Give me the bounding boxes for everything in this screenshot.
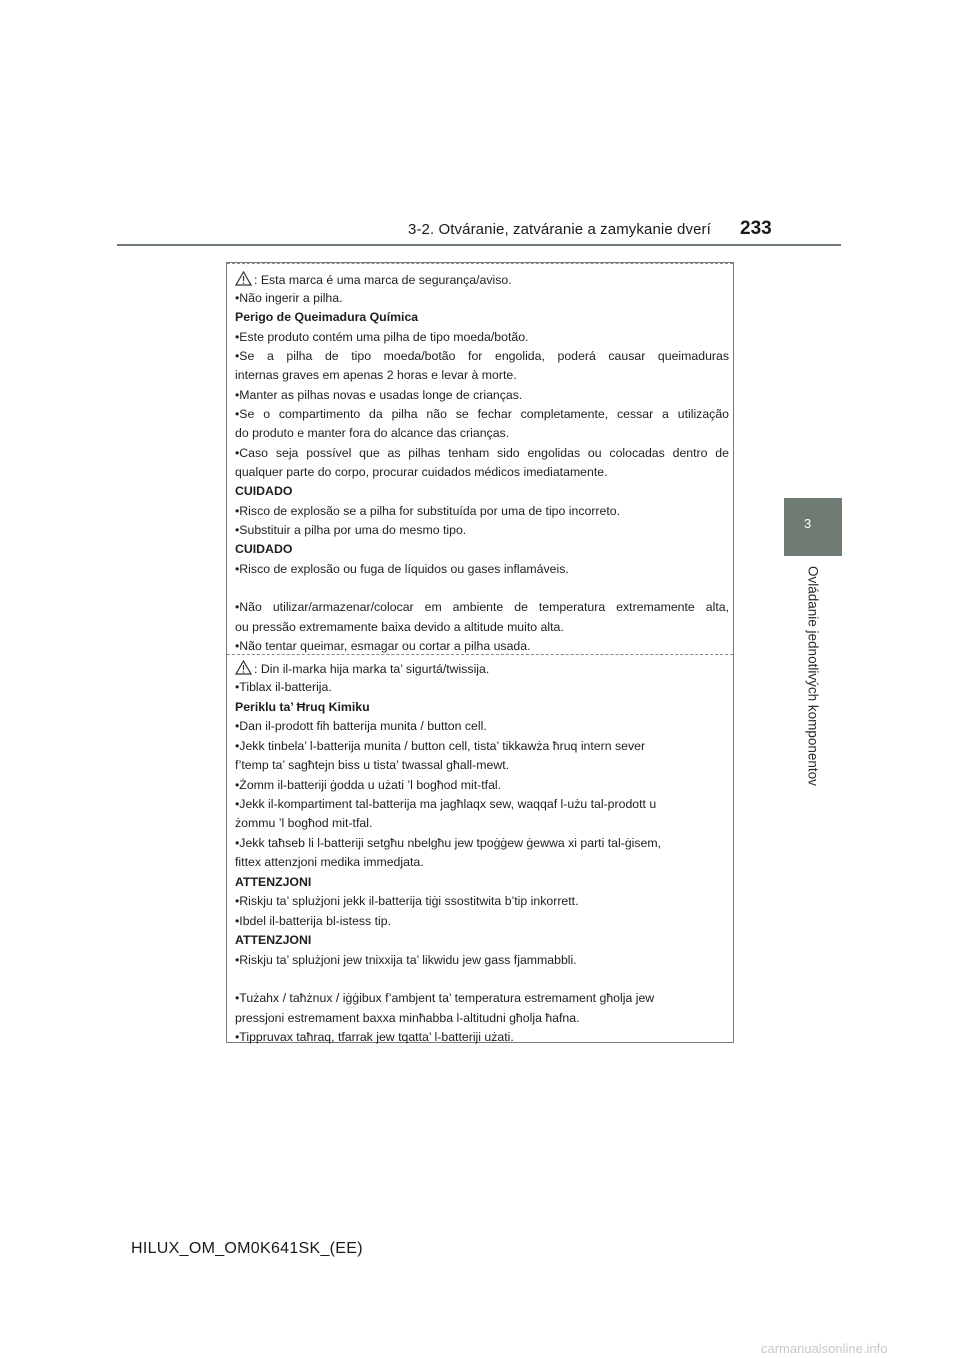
mt-line: •Dan il-prodott fih batterija munita / button cell. bbox=[235, 719, 487, 733]
pt-line: •Não tentar queimar, esmagar ou cortar a pilha usada. bbox=[235, 639, 531, 653]
mt-line: •Riskju ta’ splużjoni jew tnixxija ta’ likwidu jew gass fjammabbli. bbox=[235, 953, 577, 967]
mt-line: •Tużahx / taħżnux / iġġibux f’ambjent ta’ temperatura estremament għolja jew bbox=[235, 991, 655, 1005]
mt-line: •Jekk il-kompartiment tal-batterija ma jagħlaqx sew, waqqaf l-użu tal-prodott u bbox=[235, 797, 657, 811]
pt-line: •Se o compartimento da pilha não se fechar completamente, cessar a utilização bbox=[235, 407, 729, 421]
pt-line: qualquer parte do corpo, procurar cuidados médicos imediatamente. bbox=[235, 465, 608, 479]
pt-heading: CUIDADO bbox=[235, 542, 293, 556]
page-number: 233 bbox=[740, 218, 772, 239]
warning-triangle-icon bbox=[235, 660, 252, 675]
mt-line: •Jekk tinbela’ l-batterija munita / button cell, tista’ tikkawża ħruq intern sever bbox=[235, 739, 646, 753]
pt-line: ou pressão extremamente baixa devido a altitude muito alta. bbox=[235, 620, 564, 634]
pt-heading: CUIDADO bbox=[235, 484, 293, 498]
pt-line: •Não utilizar/armazenar/colocar em ambiente de temperatura extremamente alta, bbox=[235, 600, 729, 614]
notice-language-divider bbox=[227, 654, 733, 655]
notice-top-divider bbox=[227, 263, 733, 264]
section-title: 3-2. Otváranie, zatváranie a zamykanie dverí bbox=[408, 221, 711, 238]
mt-line: •Żomm il-batteriji ġodda u użati ’l bogħod mit-tfal. bbox=[235, 778, 502, 792]
mt-warning-mark-line bbox=[235, 660, 731, 677]
pt-line: •Risco de explosão ou fuga de líquidos ou gases inflamáveis. bbox=[235, 562, 569, 576]
pt-line: •Risco de explosão se a pilha for substituída por uma de tipo incorreto. bbox=[235, 504, 621, 518]
chapter-label-container bbox=[784, 566, 842, 786]
watermark: carmanualsonline.info bbox=[761, 1341, 888, 1356]
pt-line: do produto e manter fora do alcance das crianças. bbox=[235, 426, 510, 440]
chapter-tab bbox=[784, 498, 842, 556]
pt-line: •Se a pilha de tipo moeda/botão for engolida, poderá causar queimaduras bbox=[235, 349, 729, 363]
mt-line: fittex attenzjoni medika immedjata. bbox=[235, 855, 424, 869]
header-rule bbox=[117, 244, 841, 246]
pt-line: internas graves em apenas 2 horas e levar à morte. bbox=[235, 368, 517, 382]
pt-line: •Substituir a pilha por uma do mesmo tipo. bbox=[235, 523, 467, 537]
mt-line: żommu ’l bogħod mit-tfal. bbox=[235, 816, 373, 830]
mt-line: •Ibdel il-batterija bl-istess tip. bbox=[235, 914, 392, 928]
mt-line: •Jekk taħseb li l-batteriji setgħu nbelgħu jew tpoġġew ġewwa xi parti tal-ġisem, bbox=[235, 836, 662, 850]
pt-line: •Caso seja possível que as pilhas tenham sido engolidas ou colocadas dentro de bbox=[235, 446, 729, 460]
pt-line: •Este produto contém uma pilha de tipo moeda/botão. bbox=[235, 330, 529, 344]
chapter-number: 3 bbox=[804, 516, 812, 531]
pt-line: •Não ingerir a pilha. bbox=[235, 291, 343, 305]
pt-warning-mark-line bbox=[235, 271, 731, 288]
mt-heading: ATTENZJONI bbox=[235, 875, 312, 889]
pt-heading: Perigo de Queimadura Química bbox=[235, 310, 419, 324]
pt-line: : Esta marca é uma marca de segurança/aviso. bbox=[254, 273, 512, 287]
mt-line: •Tiblax il-batterija. bbox=[235, 680, 332, 694]
warning-triangle-icon bbox=[235, 271, 252, 286]
pt-line: •Manter as pilhas novas e usadas longe de crianças. bbox=[235, 388, 523, 402]
mt-heading: Periklu ta’ Ħruq Kimiku bbox=[235, 700, 370, 714]
mt-line: f’temp ta’ sagħtejn biss u tista’ twassal għall-mewt. bbox=[235, 758, 510, 772]
document-id: HILUX_OM_OM0K641SK_(EE) bbox=[131, 1240, 363, 1257]
mt-heading: ATTENZJONI bbox=[235, 933, 312, 947]
mt-line: pressjoni estremament baxxa minħabba l-altitudni għolja ħafna. bbox=[235, 1011, 580, 1025]
mt-line: : Din il-marka hija marka ta’ sigurtá/twissija. bbox=[254, 662, 490, 676]
mt-line: •Riskju ta’ splużjoni jekk il-batterija tiġi ssostitwita b’tip inkorrett. bbox=[235, 894, 579, 908]
mt-line: •Tippruvax taħraq, tfarrak jew tqatta’ l-batteriji użati. bbox=[235, 1030, 514, 1044]
chapter-label: Ovládanie jednotlivých komponentov bbox=[805, 566, 821, 786]
battery-warning-notice bbox=[226, 262, 734, 1043]
